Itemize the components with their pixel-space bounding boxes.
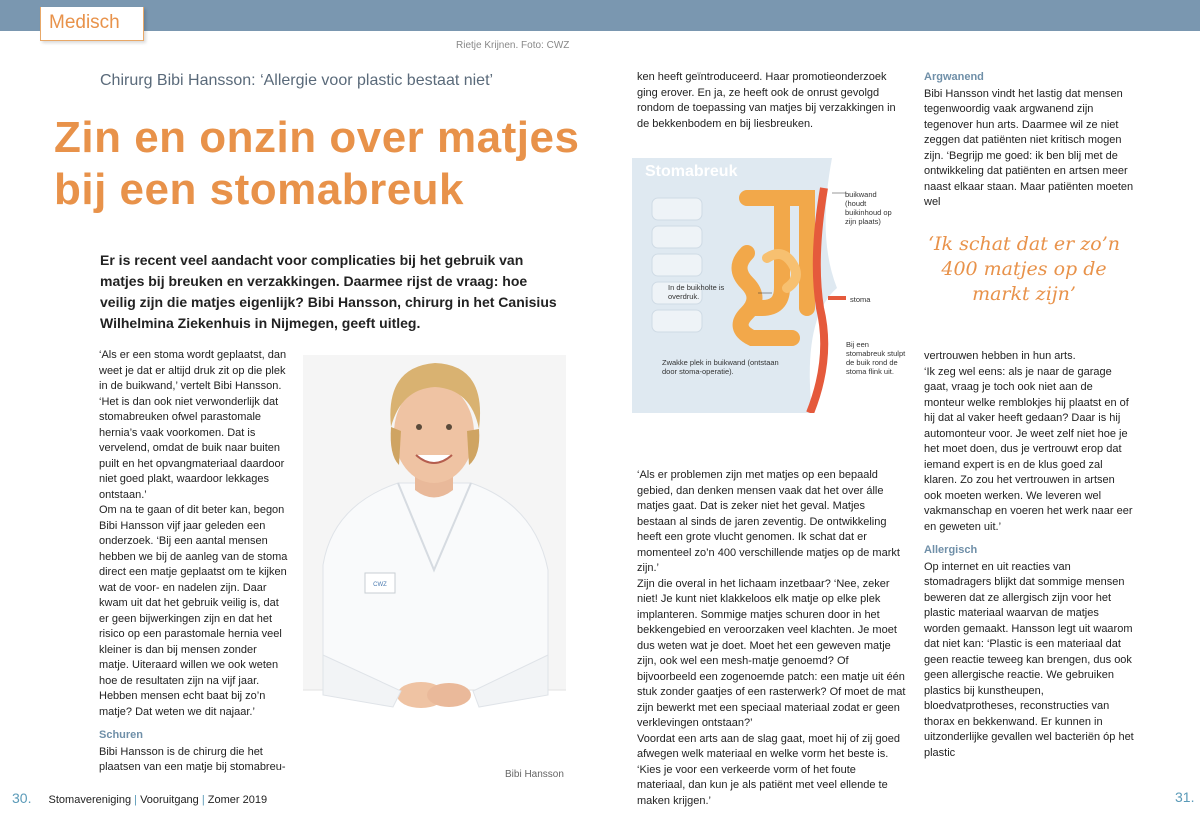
page-number-left: 30. — [12, 790, 32, 806]
top-color-bar — [0, 0, 1200, 31]
paragraph: ‘Als er een stoma wordt geplaatst, dan weet je dat er altijd druk zit op die plek in de buikwand,’ vertelt Bibi Hansson. ‘Het is dan ook niet verwonderlijk dat stomabreuken ofwel parastomale hernia’s vaak voorkomen. Dat is vervelend, omdat de buik naar buiten puilt en het opvangmateriaal daardoor niet goed plakt, waardoor lekkages ontstaan.’ — [99, 349, 287, 501]
paragraph: Zijn die overal in het lichaam inzetbaar? ‘Nee, zeker niet! Je kunt niet klakkeloos elk matje op elke plek implanteren. Sommige matjes schuren door in het bekkengebied en veroorzaken veel klachten. Je moet dus weten wat je doet. Moet het een geweven matje zijn, ook wel een mesh-matje genoemd? Of bijvoorbeeld een zogenoemde patch: een matje uit één stuk zonder gaatjes of een rasterwerk? Of moet de mat zijn bewerkt met een speciaal materiaal zodat er geen verklevingen ontstaan?’ — [637, 577, 906, 729]
footer-magazine: Vooruitgang — [140, 794, 199, 806]
badge-logo: CWZ — [373, 582, 387, 588]
column-2-top — [637, 70, 899, 132]
subheading-schuren: Schuren — [99, 729, 144, 741]
footer-publication: Stomavereniging — [48, 794, 132, 806]
headline-line-2: bij een stomabreuk — [54, 165, 465, 214]
paragraph: ken heeft geïntroduceerd. Haar promotieonderzoek ging erover. En ja, ze heeft ook de onrust gevolgd rondom de toepassing van matjes bij verzakkingen in de bekkenbodem en bij liesbreuken. — [637, 71, 896, 130]
paragraph: Bibi Hansson is de chirurg die het plaatsen van een matje bij stomabreu- — [99, 745, 286, 773]
paragraph: ‘Ik zeg wel eens: als je naar de garage gaat, vraag je toch ook niet aan de monteur welke remblokjes hij plaatst en of hij dat al vaker heeft gedaan? Daar is hij automonteur voor. Je weet zelf niet hoe je het moet doen, dus je vertrouwt erop dat iemand expert is en de klus goed zal klaren. Zo zou het vertrouwen in artsen ook moeten werken. We leveren wel vakmanschap en voeren het werk naar eer en geweten uit.’ — [924, 365, 1133, 533]
diagram-label-buikwand: buikwand (houdt buikinhoud op zijn plaats) — [845, 190, 892, 226]
footer-issue: Zomer 2019 — [207, 794, 268, 806]
pull-quote: ‘Ik schat dat er zo’n 400 matjes op de markt zijn’ — [928, 233, 1120, 305]
diagram-label-zwakke-plek: Zwakke plek in buikwand (ontstaan door stoma-operatie). — [662, 358, 779, 376]
column-2-bottom — [637, 468, 907, 809]
footer-separator: | — [201, 794, 205, 806]
photo-caption: Bibi Hansson — [505, 769, 564, 780]
section-label: Medisch — [40, 7, 144, 41]
column-3-top — [924, 70, 1134, 211]
paragraph: Voordat een arts aan de slag gaat, moet hij of zij goed afwegen welk materiaal en welke vorm het beste is. — [637, 732, 900, 760]
paragraph: vertrouwen hebben in hun arts. — [924, 350, 1076, 362]
paragraph: Op internet en uit reacties van stomadragers blijkt dat sommige mensen beweren dat ze allergisch zijn voor het plastic materiaal waarvan de matjes worden gemaakt. Hansson legt uit waarom dat niet kan: ‘Plastic is een materiaal dat geen reactie teweeg kan brengen, dus ook geen allergische reactie. We gebruiken plastics bij kunstheupen, bloedvatprotheses, reconstructies van thorax en bekkenwand. Er kunnen in uitzonderlijke gevallen wel bacteriën óp het plastic — [924, 560, 1134, 759]
column-3-bottom — [924, 349, 1134, 761]
diagram-title: Stomabreuk — [645, 163, 738, 180]
diagram-label-stulpt: Bij een stomabreuk stulpt de buik rond de stoma flink uit. — [846, 340, 906, 376]
intro-paragraph: Er is recent veel aandacht voor complicaties bij het gebruik van matjes bij breuken en verzakkingen. Daarmee rijst de vraag: hoe veilig zijn die matjes eigenlijk? Bibi Hansson, chirurg in het Canisius Wilhelmina Ziekenhuis in Nijmegen, geeft uitleg. — [100, 252, 557, 331]
paragraph: ‘Kies je voor een verkeerde vorm of het foute materiaal, dan kun je als patiënt met veel ellende te maken krijgen.’ — [637, 763, 888, 807]
headline-line-1: Zin en onzin over matjes — [54, 113, 580, 162]
paragraph: Bibi Hansson vindt het lastig dat mensen tegenwoordig vaak argwanend zijn tegenover hun arts. Daarmee wil ze niet zeggen dat patiënten niet kritisch mogen zijn. ‘Begrijp me goed: ik ben blij met de ontwikkeling dat patiënten en artsen meer naast elkaar staan. Maar patiënten moeten wel — [924, 87, 1134, 208]
headline — [54, 112, 614, 216]
page-number-right: 31. — [1175, 789, 1195, 805]
subheading-allergisch: Allergisch — [924, 544, 978, 556]
diagram-label-overdruk: In de buikholte is overdruk. — [668, 283, 725, 301]
paragraph: Om na te gaan of dit beter kan, begon Bibi Hansson vijf jaar geleden een onderzoek. ‘Bij een aantal mensen hebben we bij de aanleg van de stoma direct een matje geplaatst om te kijken wat de voor- en nadelen zijn. Daar kwam uit dat het gebruik veilig is, dat er geen bijwerkingen zijn en dat het risico op een parastomale hernia veel kleiner is dan bij mensen zonder matje. Uiteraard willen we ook weten hoe de resultaten zijn na vijf jaar. Hebben mensen echt baat bij zo’n matje? Dat weten we dit najaar.’ — [99, 504, 288, 718]
portrait-photo — [303, 355, 566, 758]
kicker: Chirurg Bibi Hansson: ‘Allergie voor plastic bestaat niet’ — [100, 72, 494, 89]
footer-left — [12, 790, 267, 806]
paragraph: ‘Als er problemen zijn met matjes op een bepaald gebied, dan denken mensen vaak dat het over álle matjes gaat. Dat is zeker niet het geval. Matjes bestaan al sinds de jaren zeventig. De ontwikkeling heeft een grote vlucht genomen. Ik schat dat er momenteel zo’n 400 verschillende matjes op de markt zijn.’ — [637, 469, 900, 574]
author-credit: Rietje Krijnen. Foto: CWZ — [456, 40, 570, 51]
subheading-argwanend: Argwanend — [924, 71, 984, 83]
diagram-label-stoma: stoma — [850, 295, 871, 304]
column-1 — [99, 348, 289, 776]
footer-separator: | — [134, 794, 138, 806]
